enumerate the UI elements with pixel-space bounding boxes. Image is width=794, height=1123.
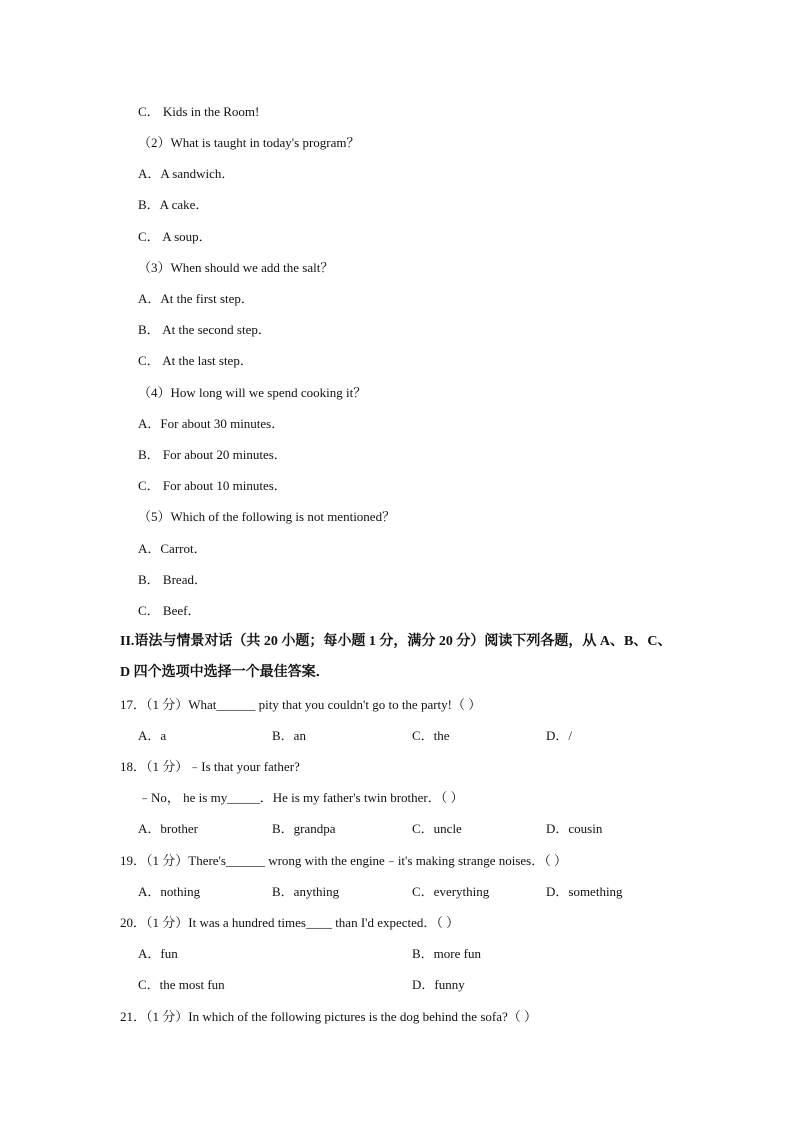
q19-option-d: D．something [546, 884, 623, 899]
q4-option-c: C． For about 10 minutes． [138, 478, 287, 493]
q5-stem: （5）Which of the following is not mentioned？ [138, 509, 396, 524]
q17-option-c: C．the [412, 728, 450, 743]
section-heading-line1: II.语法与情景对话（共 20 小题；每小题 1 分，满分 20 分）阅读下列各题，从 A、B、C、 [120, 634, 672, 649]
q19-option-b: B．anything [272, 884, 340, 899]
q18-option-a: A．brother [138, 821, 198, 836]
q20-option-c: C．the most fun [138, 977, 225, 992]
q19-stem: 19．（1 分）There's______ wrong with the engine﹣it's making strange noises．（ ） [120, 853, 567, 868]
q3-stem: （3）When should we add the salt？ [138, 260, 334, 275]
q18-option-b: B．grandpa [272, 821, 336, 836]
q20-option-d: D．funny [412, 977, 465, 992]
q19-option-a: A．nothing [138, 884, 201, 899]
q21-stem: 21．（1 分）In which of the following pictures is the dog behind the sofa?（ ） [120, 1009, 538, 1024]
q19-option-c: C．everything [412, 884, 490, 899]
q3-option-b: B． At the second step． [138, 322, 271, 337]
q20-stem: 20．（1 分）It was a hundred times____ than I'd expected．（ ） [120, 915, 460, 930]
q20-option-a: A．fun [138, 946, 178, 961]
q17-option-d: D．/ [546, 728, 573, 743]
q20-option-b: B．more fun [412, 946, 481, 961]
q3-option-c: C． At the last step． [138, 353, 253, 368]
q17-option-a: A．a [138, 728, 167, 743]
q2-option-c: C． A soup． [138, 229, 212, 244]
q2-option-b: B．A cake． [138, 197, 209, 212]
q18-stem-reply: ﹣No， he is my_____．He is my father's twin brother．（ ） [138, 790, 464, 805]
q1-option-c: C． Kids in the Room! [138, 104, 260, 119]
q5-option-b: B． Bread． [138, 572, 207, 587]
q3-option-a: A．At the first step． [138, 291, 254, 306]
q2-option-a: A．A sandwich． [138, 166, 235, 181]
q17-option-b: B．an [272, 728, 306, 743]
q4-stem: （4）How long will we spend cooking it？ [138, 385, 367, 400]
q5-option-a: A．Carrot． [138, 541, 207, 556]
q18-stem: 18．（1 分）﹣Is that your father? [120, 759, 300, 774]
q4-option-a: A．For about 30 minutes． [138, 416, 285, 431]
q5-option-c: C． Beef． [138, 603, 201, 618]
q18-option-c: C．uncle [412, 821, 462, 836]
section-heading-line2: D 四个选项中选择一个最佳答案． [120, 665, 330, 680]
q4-option-b: B． For about 20 minutes． [138, 447, 287, 462]
q17-stem: 17．（1 分）What______ pity that you couldn't go to the party!（ ） [120, 697, 482, 712]
q18-option-d: D．cousin [546, 821, 603, 836]
q2-stem: （2）What is taught in today's program？ [138, 135, 360, 150]
